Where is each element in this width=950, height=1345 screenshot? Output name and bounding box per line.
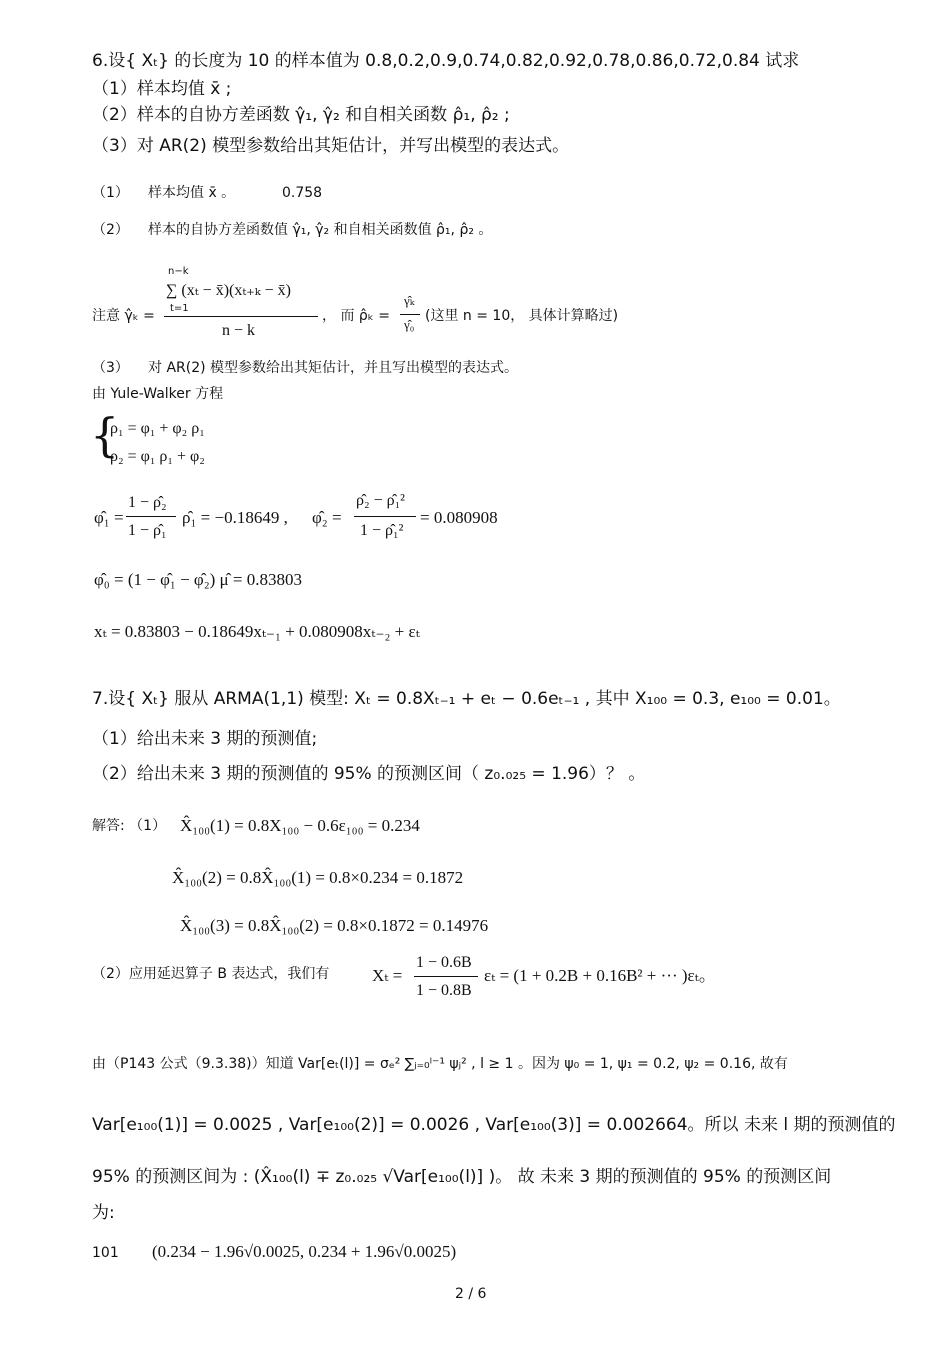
- phi1-denominator: 1 − ρ̂₁: [128, 522, 167, 539]
- q6-part3: （3）对 AR(2) 模型参数给出其矩估计，并写出模型的表达式。: [92, 136, 570, 156]
- phi2-numerator: ρ̂₂ − ρ̂₁²: [356, 492, 405, 509]
- yule-walker-brace: {: [90, 408, 120, 462]
- phi1-lhs: φ̂₁ =: [94, 508, 124, 527]
- q6-a3-text: 对 AR(2) 模型参数给出其矩估计，并且写出模型的表达式。: [148, 360, 519, 376]
- q7-answer-label: 解答: （1）: [92, 818, 167, 834]
- q6-a1-label: （1）: [92, 185, 129, 201]
- phi0-estimate: φ̂₀ = (1 − φ̂₁ − φ̂₂) μ̂ = 0.83803: [94, 570, 303, 589]
- yule-walker-intro: 由 Yule-Walker 方程: [92, 386, 224, 402]
- phi2-bar: [354, 516, 416, 517]
- yule-walker-eq1: ρ₁ = φ₁ + φ₂ ρ₁: [110, 420, 205, 437]
- note-mid: ， 而 ρ̂ₖ =: [322, 308, 390, 324]
- note-fraction-bar: [164, 316, 318, 317]
- q6-a3-label: （3）: [92, 360, 129, 376]
- phi1-numerator: 1 − ρ̂₂: [128, 494, 167, 511]
- forecast-1: X̂₁₀₀(1) = 0.8X₁₀₀ − 0.6ε₁₀₀ = 0.234: [180, 816, 420, 835]
- variance-values-line: Var[e₁₀₀(1)] = 0.0025 , Var[e₁₀₀(2)] = 0.0026 , Var[e₁₀₀(3)] = 0.002664。所以 未来 l 期的预测值的: [92, 1115, 896, 1135]
- q6-part2: （2）样本的自协方差函数 γ̂₁, γ̂₂ 和自相关函数 ρ̂₁, ρ̂₂ ;: [92, 105, 510, 125]
- forecast-3: X̂₁₀₀(3) = 0.8X̂₁₀₀(2) = 0.8×0.1872 = 0.14976: [180, 916, 489, 935]
- phi1-bar: [126, 516, 176, 517]
- note-label: 注意 γ̂ₖ =: [92, 308, 155, 324]
- phi2-denominator: 1 − ρ̂₁²: [360, 522, 404, 539]
- forecast-2: X̂₁₀₀(2) = 0.8X̂₁₀₀(1) = 0.8×0.234 = 0.1872: [172, 868, 464, 887]
- q7-part2: （2）给出未来 3 期的预测值的 95% 的预测区间（ z₀.₀₂₅ = 1.96）？ 。: [92, 764, 646, 784]
- note-sum-upper: n−k: [168, 266, 189, 277]
- page-number: 2 / 6: [455, 1286, 487, 1302]
- note-rho-denominator: γ̂₀: [404, 317, 415, 332]
- ar2-model: xₜ = 0.83803 − 0.18649xₜ₋₁ + 0.080908xₜ₋₂ + εₜ: [94, 622, 420, 641]
- q6-title: 6.设{ Xₜ} 的长度为 10 的样本值为 0.8,0.2,0.9,0.74,0.82,0.92,0.78,0.86,0.72,0.84 试求: [92, 51, 800, 71]
- q6-a1-text: 样本均值 x̄ 。: [148, 185, 236, 201]
- q6-part1: （1）样本均值 x̄ ;: [92, 79, 232, 99]
- interval-row-value: (0.234 − 1.96√0.0025, 0.234 + 1.96√0.0025): [152, 1242, 457, 1261]
- note-rho-numerator: γ̂ₖ: [404, 293, 415, 308]
- variance-formula-line: 由（P143 公式（9.3.38)）知道 Var[eₜ(l)] = σₑ² ∑ⱼ₌₀ˡ⁻¹ ψⱼ² , l ≥ 1 。因为 ψ₀ = 1, ψ₁ = 0.2, ψ₂ = 0.16, 故有: [92, 1056, 788, 1072]
- note-numerator: ∑ (xₜ − x̄)(xₜ₊ₖ − x̄): [166, 282, 291, 299]
- q7-p2-label: （2）应用延迟算子 B 表达式，我们有: [92, 966, 330, 982]
- psi-lhs: Xₜ =: [372, 966, 403, 985]
- q7-part1: （1）给出未来 3 期的预测值;: [92, 729, 318, 749]
- psi-numerator: 1 − 0.6B: [416, 954, 472, 971]
- yule-walker-eq2: ρ₂ = φ₁ ρ₁ + φ₂: [110, 448, 205, 465]
- phi2-rhs: = 0.080908: [420, 508, 498, 527]
- note-rho-bar: [400, 314, 420, 315]
- psi-bar: [414, 976, 478, 977]
- q6-a2-text: 样本的自协方差函数值 γ̂₁, γ̂₂ 和自相关函数值 ρ̂₁, ρ̂₂ 。: [148, 222, 493, 238]
- q6-a2-label: （2）: [92, 222, 129, 238]
- psi-denominator: 1 − 0.8B: [416, 982, 472, 999]
- note-sum-lower: t=1: [170, 303, 189, 314]
- note-tail: (这里 n = 10， 具体计算略过): [425, 308, 619, 324]
- psi-rhs: εₜ = (1 + 0.2B + 0.16B² + ··· )εₜ。: [484, 966, 716, 985]
- interval-row-label: 101: [92, 1245, 119, 1261]
- q7-title: 7.设{ Xₜ} 服从 ARMA(1,1) 模型: Xₜ = 0.8Xₜ₋₁ + eₜ − 0.6eₜ₋₁ , 其中 X₁₀₀ = 0.3, e₁₀₀ = 0.01。: [92, 689, 841, 709]
- interval-for-label: 为:: [92, 1203, 115, 1223]
- q6-a1-value: 0.758: [282, 185, 323, 201]
- interval-formula-line: 95% 的预测区间为 : (X̂₁₀₀(l) ∓ z₀.₀₂₅ √Var[e₁₀₀(l)] )。 故 未来 3 期的预测值的 95% 的预测区间: [92, 1167, 832, 1187]
- phi1-rhs: ρ̂₁ = −0.18649 ,: [182, 508, 288, 527]
- note-denominator: n − k: [222, 322, 256, 339]
- phi2-lhs: φ̂₂ =: [312, 508, 342, 527]
